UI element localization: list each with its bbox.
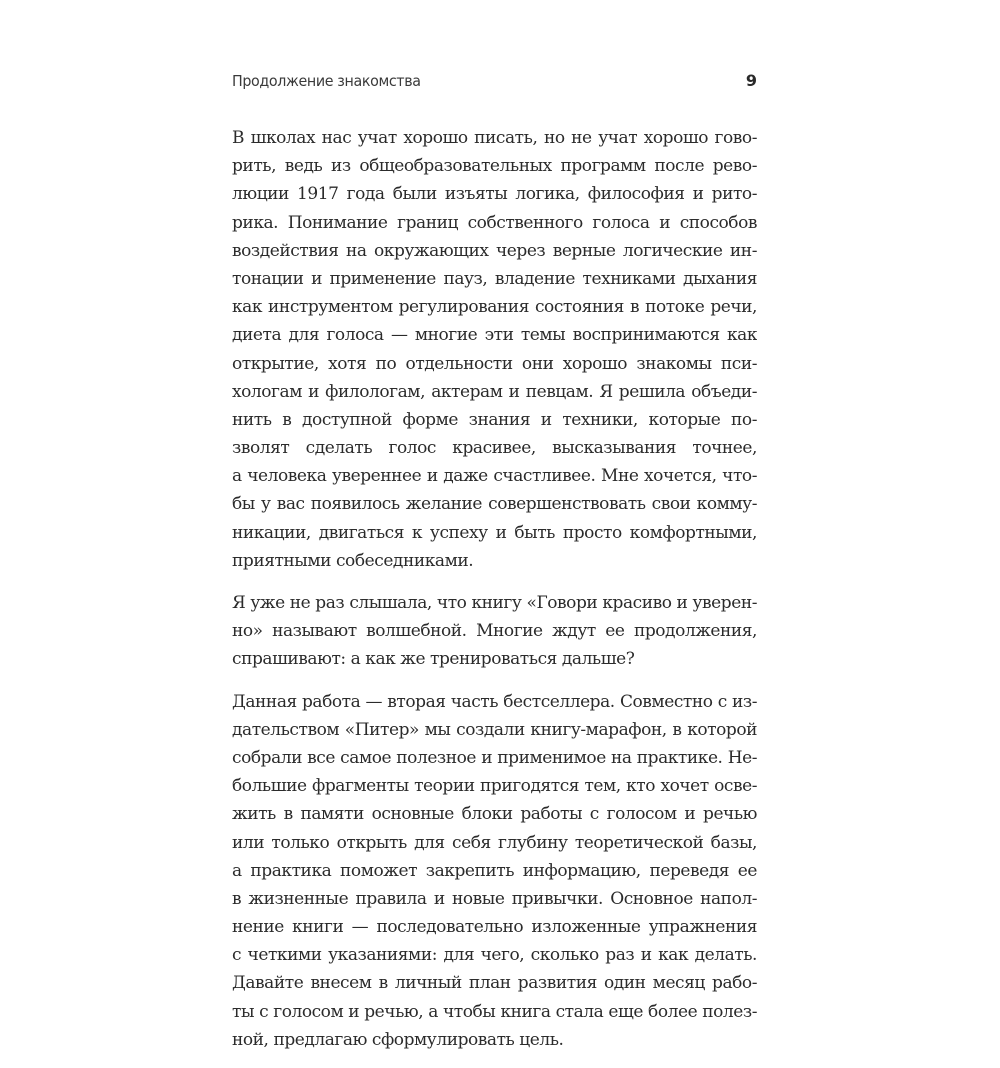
text-line: нение книги — последовательно изложенные упражнения (232, 917, 757, 938)
text-line: открытие, хотя по отдельности они хорошо знакомы пси- (232, 353, 757, 374)
page-number: 9 (745, 71, 757, 90)
text-line: ты с голосом и речью, а чтобы книга стала еще более полез- (232, 1001, 757, 1022)
text-line: никации, двигаться к успеху и быть просто комфортными, (232, 522, 757, 543)
text-line: жить в памяти основные блоки работы с голосом и речью (232, 804, 757, 825)
text-line: рика. Понимание границ собственного голоса и способов (232, 212, 757, 233)
text-line: приятными собеседниками. (232, 550, 474, 571)
paragraph-2 (232, 589, 757, 674)
text-line: люции 1917 года были изъяты логика, философия и рито- (232, 184, 757, 205)
text-line: большие фрагменты теории пригодятся тем, кто хочет осве- (232, 776, 757, 797)
text-line: Я уже не раз слышала, что книгу «Говори красиво и уверен- (232, 593, 757, 613)
text-line: как инструментом регулирования состояния в потоке речи, (232, 297, 757, 318)
paragraph-1 (232, 124, 757, 575)
text-line: В школах нас учат хорошо писать, но не учат хорошо гово- (232, 128, 757, 148)
text-line: диета для голоса — многие эти темы воспринимаются как (232, 325, 757, 346)
text-line: собрали все самое полезное и применимое на практике. Не- (232, 747, 757, 768)
text-line: спрашивают: а как же тренироваться дальше? (232, 649, 635, 670)
text-line: дательством «Питер» мы создали книгу-марафон, в которой (232, 719, 757, 740)
text-line: Данная работа — вторая часть бестселлера. Совместно с из- (232, 691, 757, 712)
text-line: в жизненные правила и новые привычки. Основное напол- (232, 888, 757, 909)
text-line: или только открыть для себя глубину теоретической базы, (232, 832, 757, 853)
text-line: а практика поможет закрепить информацию, переведя ее (232, 860, 757, 881)
text-line: с четкими указаниями: для чего, сколько раз и как делать. (232, 945, 757, 966)
text-line: хологам и филологам, актерам и певцам. Я решила объеди- (232, 381, 757, 402)
body-text (232, 124, 757, 1068)
text-line: зволят сделать голос красивее, высказывания точнее, (232, 438, 757, 459)
text-line: воздействия на окружающих через верные логические ин- (232, 240, 757, 261)
paragraph-3 (232, 688, 757, 1054)
text-line: а человека увереннее и даже счастливее. Мне хочется, что- (232, 466, 757, 487)
text-line: ной, предлагаю сформулировать цель. (232, 1029, 564, 1050)
running-title: Продолжение знакомства (232, 72, 421, 90)
text-line: рить, ведь из общеобразовательных программ после рево- (232, 156, 757, 177)
text-line: Давайте внесем в личный план развития один месяц рабо- (232, 973, 757, 994)
text-line: тонации и применение пауз, владение техниками дыхания (232, 268, 757, 289)
running-header (232, 70, 757, 94)
text-line: бы у вас появилось желание совершенствовать свои комму- (232, 494, 757, 515)
text-line: но» называют волшебной. Многие ждут ее продолжения, (232, 621, 757, 642)
text-line: нить в доступной форме знания и техники, которые по- (232, 409, 757, 430)
